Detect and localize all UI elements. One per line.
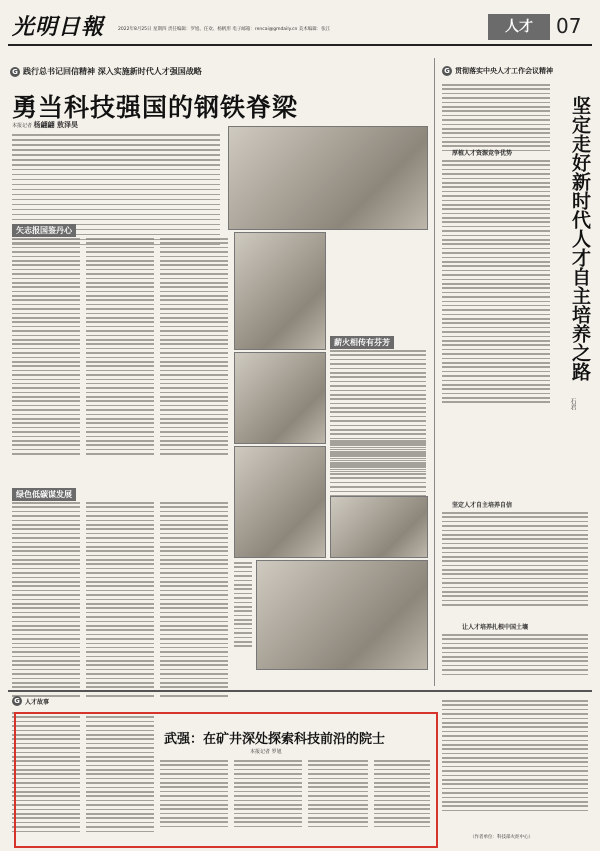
section-tab: 人才 bbox=[488, 14, 550, 40]
sidebar-footer-note: （作者单位：科技部火炬中心） bbox=[470, 835, 533, 840]
lead-photo-group bbox=[234, 232, 326, 350]
lead-photo-lecture bbox=[234, 352, 326, 444]
g-logo-icon-sidebar: G bbox=[442, 66, 452, 76]
sidebar-text-4 bbox=[442, 700, 588, 814]
sidebar-author: 石君 bbox=[569, 398, 576, 410]
lead-column-6 bbox=[86, 502, 154, 700]
sidebar-intro bbox=[442, 84, 550, 154]
sidebar-sub3: 让人才培养扎根中国土壤 bbox=[462, 624, 529, 631]
bottom-column-5 bbox=[308, 760, 368, 830]
lead-byline: 本报记者 杨翩翩 敖泽昊 bbox=[12, 120, 79, 129]
bottom-headline: 武强：在矿井深处探索科技前沿的院士 bbox=[164, 732, 386, 747]
lead-column-7 bbox=[160, 502, 228, 700]
photo-caption-1 bbox=[330, 440, 426, 475]
page-number: 07 bbox=[556, 14, 582, 38]
art-editor: 美术编辑：张江 bbox=[298, 27, 331, 32]
editors: 责任编辑：罗旭、任欢、杨帆形 bbox=[167, 27, 231, 32]
lead-column-1 bbox=[12, 238, 80, 458]
sidebar-sub2: 坚定人才自主培养自信 bbox=[452, 502, 513, 509]
subhead-3: 绿色低碳谋发展 bbox=[12, 488, 76, 501]
masthead bbox=[0, 0, 600, 48]
subhead-1: 矢志报国鉴丹心 bbox=[12, 224, 76, 237]
bottom-column-4 bbox=[234, 760, 302, 830]
lead-kicker: G 践行总书记回信精神 深入实施新时代人才强国战略 bbox=[10, 66, 202, 77]
sidebar-kicker: G 贯彻落实中央人才工作会议精神 bbox=[442, 66, 553, 76]
bottom-column-6 bbox=[374, 760, 430, 830]
bottom-column-3 bbox=[160, 760, 228, 830]
lead-photo-students bbox=[234, 446, 326, 558]
email: 电子邮箱：rencai@gmdaily.cn bbox=[232, 27, 298, 32]
g-logo-icon: G bbox=[10, 67, 20, 77]
lead-photo-portrait bbox=[330, 496, 428, 558]
newspaper-logo: 光明日報 bbox=[12, 14, 105, 40]
lead-photo-lab bbox=[256, 560, 428, 670]
g-logo-icon-bottom: G bbox=[12, 696, 22, 706]
sidebar-text-3 bbox=[442, 634, 588, 678]
photo-caption-2 bbox=[234, 562, 252, 650]
masthead-info bbox=[118, 26, 330, 32]
subhead-2: 薪火相传有芬芳 bbox=[330, 336, 394, 349]
lead-column-5 bbox=[12, 502, 80, 700]
sidebar-text-2 bbox=[442, 512, 588, 609]
bottom-section-tag: G 人才故事 bbox=[12, 696, 49, 706]
sidebar-text-1 bbox=[442, 160, 550, 406]
lead-photo-machine bbox=[228, 126, 428, 230]
lead-column-2 bbox=[86, 238, 154, 458]
lead-column-3 bbox=[160, 238, 228, 458]
sidebar-sub1: 厚植人才资源竞争优势 bbox=[452, 150, 513, 157]
column-divider bbox=[434, 58, 435, 686]
issue-weekday: 星期四 bbox=[152, 27, 167, 32]
issue-date: 2022年8月25日 bbox=[118, 27, 152, 32]
bottom-byline: 本报记者 罗旭 bbox=[250, 749, 282, 755]
lead-column-4 bbox=[330, 350, 426, 504]
sidebar-vertical-headline: 坚定走好新时代人才自主培养之路 bbox=[569, 96, 591, 381]
lead-headline: 勇当科技强国的钢铁脊梁 bbox=[12, 93, 299, 122]
